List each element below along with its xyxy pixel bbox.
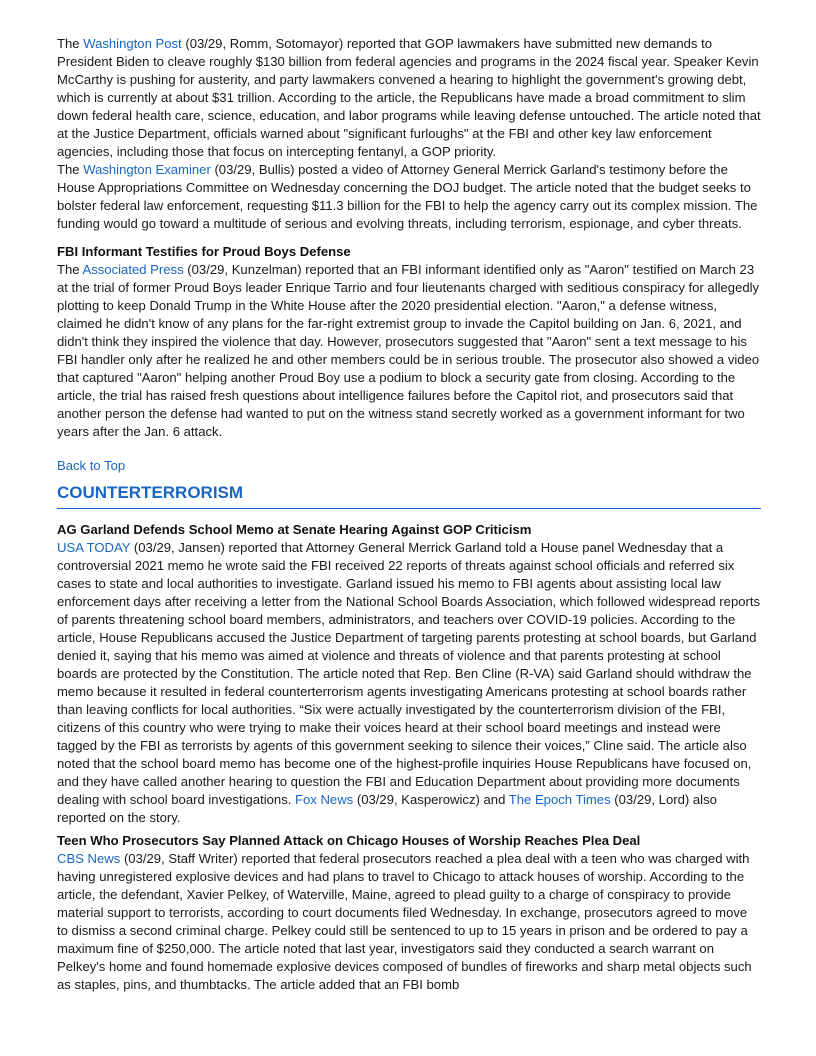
link-epoch-times[interactable]: The Epoch Times xyxy=(508,792,611,807)
link-washington-examiner[interactable]: Washington Examiner xyxy=(83,162,211,177)
article-body: The Associated Press (03/29, Kunzelman) reported that an FBI informant identified only as "Aaron" testified on March 23 at the trial of former Proud Boys leader Enrique Tarrio and four lieutenants charged with seditious conspiracy for allegedly plotting to keep Donald Trump in the White House after the 2020 presidential election. "Aaron," a defense witness, claimed he didn't know of any plans for the far-right extremist group to invade the Capitol building on Jan. 6, 2021, and didn't think they inspired the violence that day. However, prosecutors suggested that "Aaron" sent a text message to his FBI handler only after he realized he and other members could be in serious trouble. The prosecutor also showed a video that captured "Aaron" helping another Proud Boy use a podium to block a security gate from closing. According to the article, the trial has raised fresh questions about intelligence failures before the Capitol riot, and prosecutors said that another person the defense had wanted to put on the witness stand secretly worked as a government informant for two years after the Jan. 6 attack. xyxy=(57,262,760,439)
link-associated-press[interactable]: Associated Press xyxy=(82,262,184,277)
link-usa-today[interactable]: USA TODAY xyxy=(57,540,131,555)
article-body: CBS News (03/29, Staff Writer) reported that federal prosecutors reached a plea deal with a teen who was charged with having unregistered explosive devices and had plans to travel to Chicago to attack houses of worship. According to the article, the defendant, Xavier Pelkey, of Waterville, Maine, agreed to plead guilty to a charge of conspiracy to provide material support to terrorists, according to court documents filed Wednesday. In exchange, prosecutors agreed to move to dismiss a second criminal charge. Pelkey could still be sentenced to up to 15 years in prison and be ordered to pay a maximum fine of $250,000. The article noted that last year, investigators said they conducted a search warrant on Pelkey's home and found homemade explosive devices composed of bundles of fireworks and sharp metal objects such as staples, pins, and thumbtacks. The article added that an FBI bomb xyxy=(57,851,752,992)
article-headline: AG Garland Defends School Memo at Senate Hearing Against GOP Criticism xyxy=(57,522,532,537)
link-cbs-news[interactable]: CBS News xyxy=(57,851,121,866)
back-to-top-link[interactable]: Back to Top xyxy=(57,458,126,473)
back-to-top-container xyxy=(57,457,761,475)
article-body: USA TODAY (03/29, Jansen) reported that Attorney General Merrick Garland told a House panel Wednesday that a controversial 2021 memo he wrote said the FBI received 22 reports of threats against school officials and referred six cases to state and local authorities to investigate. Garland issued his memo to FBI agents about assisting local law enforcement days after receiving a letter from the National School Boards Association, which followed widespread reports of parents threatening school board members, administrators, and teachers over COVID-19 policies. According to the article, House Republicans accused the Justice Department of targeting parents protesting at school boards, but Garland denied it, saying that his memo was aimed at violence and threats of violence and that parents protesting at school boards are protected by the Constitution. The article noted that Rep. Ben Cline (R-VA) said Garland should withdraw the memo because it resulted in federal counterterrorism agents investigating Americans protesting at school boards rather than leaving conflicts for local authorities. “Six were actually investigated by the counterterrorism division of the FBI, citizens of this country who were trying to make their voices heard at their school board meetings and instead were tagged by the FBI as terrorists by agents of this government seeking to silence their voices,” Cline said. The article also noted that the school board memo has become one of the highest-profile inquiries House Republicans have focused on, and they have called another hearing to question the FBI and Education Department about providing more documents dealing with school board investigations. Fox News (03/29, Kasperowicz) and The Epoch Times (03/29, Lord) also reported on the story. xyxy=(57,540,761,825)
section-heading-counterterrorism: COUNTERTERRORISM xyxy=(57,482,761,509)
paragraph-washington-examiner: The Washington Examiner (03/29, Bullis) posted a video of Attorney General Merrick Garland's testimony before the House Appropriations Committee on Wednesday concerning the DOJ budget. The article noted that the budget seeks to bolster federal law enforcement, requesting $11.3 billion for the FBI to help the agency carry out its complex mission. The funding would go toward a multitude of serious and evolving threats, including terrorism, espionage, and cyber threats. xyxy=(57,162,758,231)
link-fox-news[interactable]: Fox News xyxy=(295,792,354,807)
link-washington-post[interactable]: Washington Post xyxy=(83,36,182,51)
article-headline: FBI Informant Testifies for Proud Boys Defense xyxy=(57,244,351,259)
paragraph-washington-post: The Washington Post (03/29, Romm, Sotomayor) reported that GOP lawmakers have submitted new demands to President Biden to cleave roughly $130 billion from federal agencies and programs in the 2024 fiscal year. Speaker Kevin McCarthy is pushing for austerity, and party lawmakers convened a hearing to highlight the government's growing debt, which is currently at about $31 trillion. According to the article, the Republicans have made a broad commitment to slim down federal health care, science, education, and labor programs while leaving defense untouched. The article noted that at the Justice Department, officials warned about "significant furloughs" at the FBI and other key law enforcement agencies, including those that focus on intercepting fentanyl, a GOP priority. xyxy=(57,36,761,159)
document-page xyxy=(57,35,761,994)
article-headline: Teen Who Prosecutors Say Planned Attack on Chicago Houses of Worship Reaches Plea Deal xyxy=(57,833,641,848)
